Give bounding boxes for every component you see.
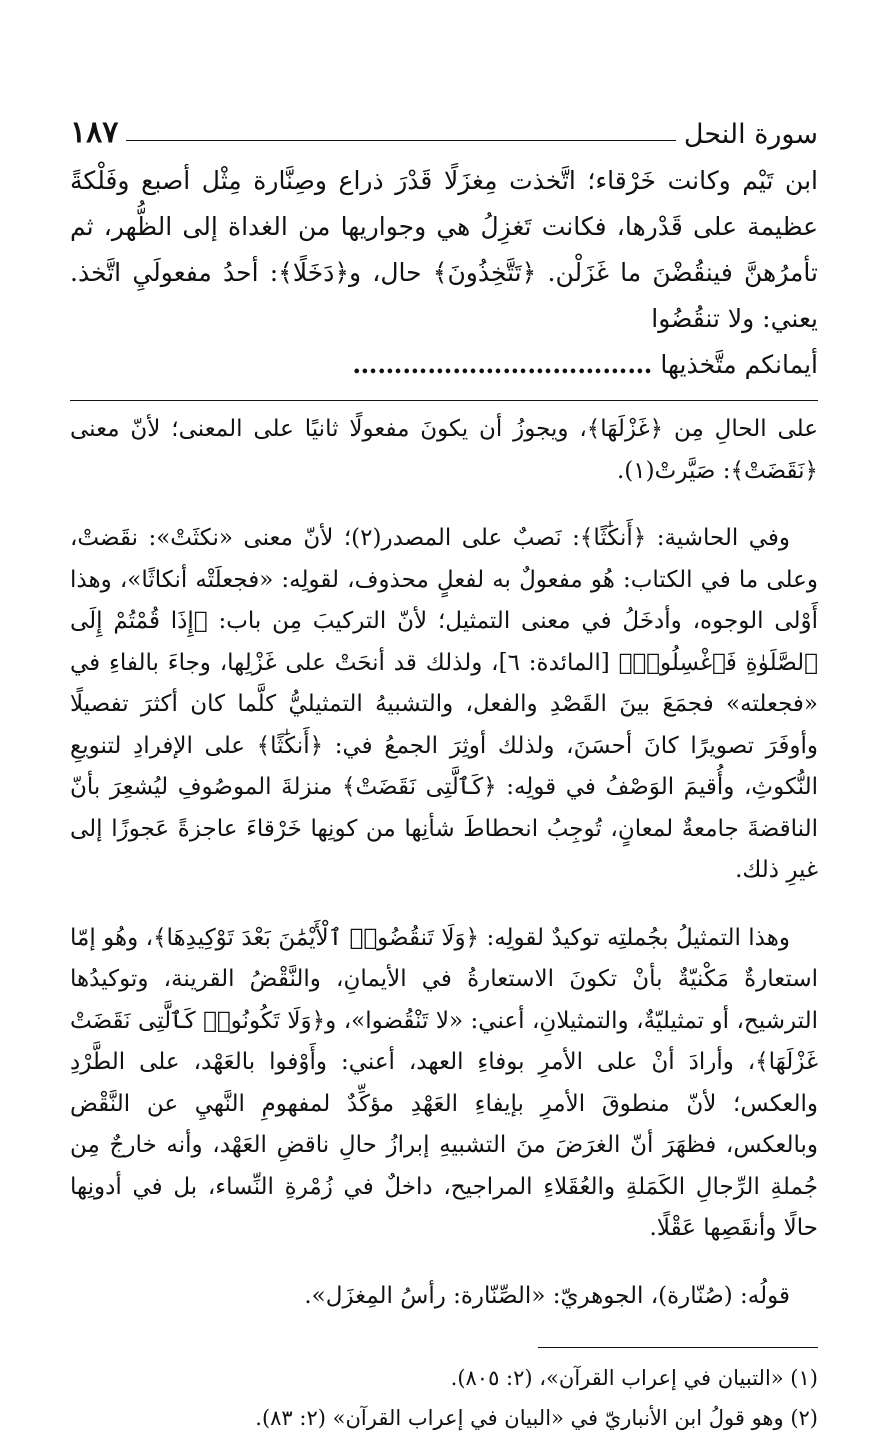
- page-number: ١٨٧: [70, 115, 119, 150]
- footnotes: [70, 1358, 818, 1438]
- main-text-ending: أيمانكم متَّخذيها: [660, 350, 818, 379]
- surah-title: سورة النحل: [683, 119, 818, 150]
- main-text-block: [70, 158, 818, 342]
- header-rule: [126, 140, 676, 141]
- commentary-block: [70, 409, 818, 1317]
- main-text-last-line: [70, 342, 818, 388]
- footnote-2: (٢) وهو قولُ ابن الأنباريّ في «البيان في إعراب القرآن» (٢: ٨٣).: [255, 1406, 818, 1430]
- commentary-paragraph-1: على الحالِ مِن ﴿غَزْلَهَا﴾، ويجوزُ أن يكونَ مفعولًا ثانيًا على المعنى؛ لأنّ معنى ﴿نَقَضَتْ﴾: صَيَّرتْ(١).: [70, 416, 818, 484]
- book-page: [70, 110, 818, 1438]
- footnote-rule: [538, 1347, 818, 1348]
- commentary-paragraph-4: قولُه: (صُنّارة)، الجوهريّ: «الصِّنّارة: رأسُ المِغزَل».: [304, 1282, 790, 1309]
- main-text-paragraph: ابن تَيْم وكانت خَرْقاء؛ اتَّخذت مِغزَلًا قَدْرَ ذراع وصِنَّارة مِثْل أصبع وفَلْكةً عظيمة على قَدْرها، فكانت تَغزِلُ هي وجواريها من الغداة إلى الظُّهر، ثم تأمرُهنَّ فينقُضْنَ ما غَزَلْن. ﴿تَتَّخِذُونَ﴾ حال، و﴿دَخَلًا﴾: أحدُ مفعولَيِ اتَّخذ. يعني: ولا تنقُضُوا: [70, 166, 818, 333]
- page-header: [70, 110, 818, 150]
- commentary-paragraph-3: وهذا التمثيلُ بجُملتِه توكيدٌ لقولِه: ﴿وَلَا تَنقُضُوا۟ ٱلْأَيْمَٰنَ بَعْدَ تَوْكِيدِهَا﴾، وهُو إمّا استعارةٌ مَكْنيّةٌ بأنْ تكونَ الاستعارةُ في الأيمانِ، والنَّقْضُ القرينة، وتوكيدُها الترشيح، أو تمثيليّةٌ، والتمثيلانِ، أعني: «لا تَنْقُضوا»، و﴿وَلَا تَكُونُوا۟ كَٱلَّتِى نَقَضَتْ غَزْلَهَا﴾، وأرادَ أنْ على الأمرِ بوفاءِ العهد، أعني: وأَوْفوا بالعَهْد، على الطَّرْدِ والعكس؛ لأنّ منطوقَ الأمرِ بإيفاءِ العَهْدِ مؤكِّدٌ لمفهومِ النَّهيِ عن النَّقْض وبالعكس، فظهَرَ أنّ الغرَضَ منَ التشبيهِ إبرازُ حالِ ناقضِ العَهْد، وأنه خارجٌ مِن جُملةِ الرِّجالِ الكَمَلةِ والعُقَلاءِ المراجيح، داخلٌ في زُمْرةِ النِّساء، بل في أدونِها حالًا وأنقَصِها عَقْلًا.: [70, 924, 818, 1241]
- section-divider: [70, 400, 818, 401]
- footnote-1: (١) «التبيان في إعراب القرآن»، (٢: ٨٠٥).: [450, 1366, 818, 1390]
- commentary-paragraph-2: وفي الحاشية: ﴿أَنكَٰثًا﴾: نَصبٌ على المصدر(٢)؛ لأنّ معنى «نكثَتْ»: نقَضتْ، وعلى ما في الكتاب: هُو مفعولٌ به لفعلٍ محذوف، لقولِه: «فجعلَتْه أنكاثًا»، وهذا أَوْلى الوجوه، وأدخَلُ في معنى التمثيل؛ لأنّ التركيبَ مِن باب: ﴿إِذَا قُمْتُمْ إِلَى ٱلصَّلَوٰةِ فَٱغْسِلُوا۟﴾ [المائدة: ٦]، ولذلك قد أنحَتْ على غَزْلِها، وجاءَ بالفاءِ في «فجعلته» فجمَعَ بينَ القَصْدِ والفعل، والتشبيهُ التمثيليُّ كلَّما كان أكثرَ تفصيلًا وأوفَرَ تصويرًا كانَ أحسَنَ، ولذلك أوثِرَ الجمعُ في: ﴿أَنكَٰثًا﴾ على الإفرادِ لتنويعِ النُّكوثِ، وأُقيمَ الوَصْفُ في قولِه: ﴿كَٱلَّتِى نَقَضَتْ﴾ منزلةَ الموصُوفِ ليُشعِرَ بأنّ الناقضةَ جامعةٌ لمعانٍ، تُوجِبُ انحطاطَ شأنِها من كونِها خَرْقاءَ عاجزةً عَجوزًا إلى غيرِ ذلك.: [70, 525, 818, 883]
- ellipsis-dots: ………………………………: [352, 350, 653, 379]
